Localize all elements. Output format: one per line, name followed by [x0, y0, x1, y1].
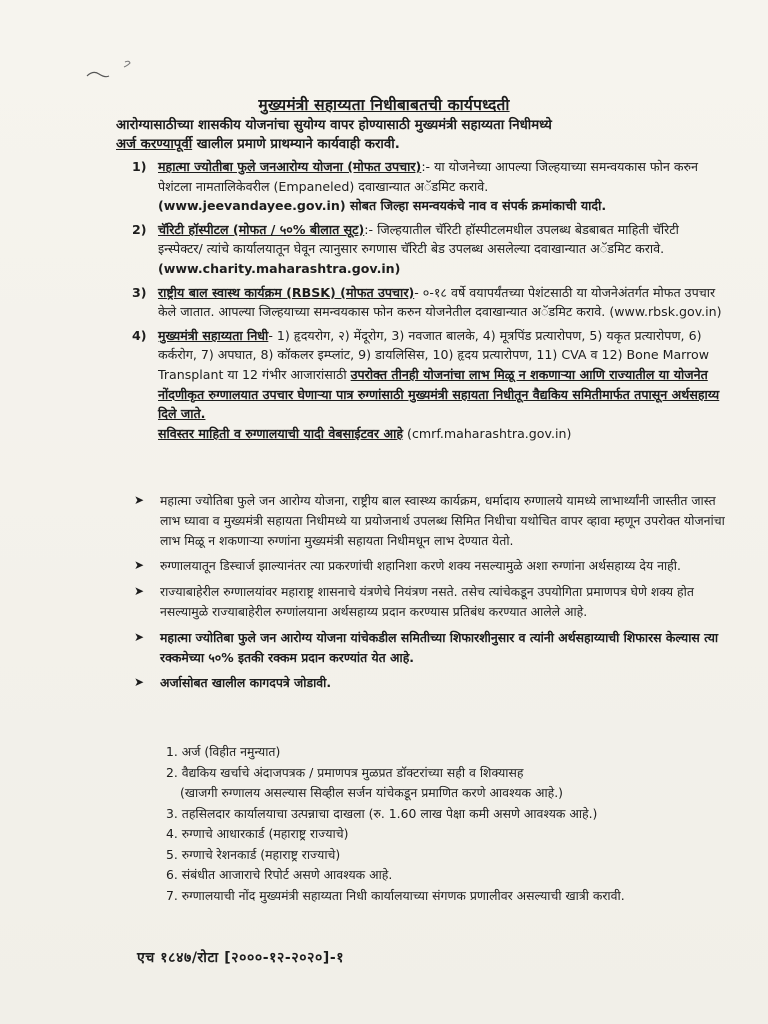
scheme-number: 2): [132, 221, 147, 237]
scheme-heading: चॅरिटी हॉस्पीटल (मोफत / ५०% बीलात सूट): [158, 221, 365, 237]
scheme-number: 4): [132, 327, 147, 343]
scheme-link[interactable]: (www.jeevandayee.gov.in): [158, 198, 346, 214]
document-item: 6. संबंधीत आजाराचे रिपोर्ट असणे आवश्यक आहे.: [166, 867, 393, 882]
arrow-bullet-icon: ➤: [134, 584, 145, 599]
scheme-number: 1): [132, 159, 147, 174]
document-item-note: (खाजगी रुग्णालय असल्यास सिव्हील सर्जन यांचेकडून प्रमाणित करणे आवश्यक आहे.): [180, 785, 563, 800]
note-text: महात्मा ज्योतिबा फुले जन आरोग्य योजना, राष्ट्रीय बाल स्वास्थ्य कार्यक्रम, धर्मादाय रुग्णालये यामध्ये लाभार्थ्यांनी जास्तीत जास्त लाभ घ्यावा व मुख्यमंत्री सहायता निधीमध्ये या प्रयोजनार्थ उपलब्ध सिमित निधीचा यथोचित वापर व्हावा म्हणून उपरोक्त योजनांचा लाभ मिळू न शकणाऱ्या रुग्णांना मुख्यमंत्री सहायता निधीमधून लाभ देण्यात येतो.: [160, 493, 725, 548]
document-item: 1. अर्ज (विहीत नमुन्यात): [166, 744, 281, 759]
document-item: 7. रुग्णालयाची नोंद मुख्यमंत्री सहाय्यता निधी कार्यालयाच्या संगणक प्रणालीवर असल्याची खात्री करावी.: [166, 887, 625, 903]
note-item: [134, 556, 726, 576]
document-item: 2. वैद्यकिय खर्चाचे अंदाजपत्रक / प्रमाणपत्र मुळप्रत डॉक्टरांच्या सही व शिक्यासह: [166, 764, 524, 780]
scheme-item: [130, 326, 722, 444]
document-item: 3. तहसिलदार कार्यालयाचा उत्पन्नाचा दाखला (रु. 1.60 लाख पेक्षा कमी असणे आवश्यक आहे.): [166, 805, 598, 821]
print-footer-code: एच १८४७/रोटा [२०००-१२-२०२०]-१: [137, 950, 345, 966]
arrow-bullet-icon: ➤: [134, 629, 145, 644]
scheme-text: :- जिल्हयातील चॅरिटी हॉस्पीटलमधील उपलब्ध बेडबाबत माहिती चॅरिटी इन्स्पेक्टर/ त्यांचे कार्यालयातून घेवून त्यानुसार रुगणास चॅरिटी बेड उपलब्ध असलेल्या दवाखान्यात अॅडमिट करावे.: [158, 221, 679, 257]
document-item: 4. रुग्णाचे आधारकार्ड (महाराष्ट्र राज्याचे): [166, 826, 349, 841]
note-item: [134, 582, 726, 622]
note-text: महात्मा ज्योतिबा फुले जन आरोग्य योजना यांचेकडील समितीच्या शिफारशीनुसार व त्यांनी अर्थसहाय्याची शिफारस केल्यास त्या रक्कमेच्या ५०% इतकी रक्कम प्रदान करण्यांत येत आहे.: [160, 629, 719, 665]
scheme-heading: महात्मा ज्योतीबा फुले जनआरोग्य योजना (मोफत उपचार): [158, 159, 422, 174]
intro-line-2: खालील प्रमाणे प्राथम्याने कार्यवाही करावी.: [192, 137, 400, 152]
scheme-link[interactable]: (www.rbsk.gov.in): [609, 304, 722, 320]
scheme-text: - 1) हृदयरोग, २) मेंदूरोग, 3) नवजात बालके, 4) मूत्रपिंड प्रत्यारोपण, 5) यकृत प्रत्यारोपण, 6) कर्करोग, 7) अपघात, 8) कॉकलर इम्प्लांट, 9) डायलिसिस, 10) हृदय प्रत्यारोपण, 11) CVA व 12) Bone Marrow Transplant या 12 गंभीर आजारांसाठी: [158, 327, 710, 382]
scheme-website-note: सविस्तर माहिती व रुग्णालयाची यादी वेबसाईटवर आहे: [158, 425, 404, 441]
intro-line-1: आरोग्यासाठीच्या शासकीय योजनांचा सुयोग्य वापर होण्यासाठी मुख्यमंत्री सहाय्यता निधीमध्ये: [116, 118, 552, 133]
note-item: [134, 491, 726, 550]
note-text: राज्याबाहेरील रुग्णालयांवर महाराष्ट्र शासनाचे यंत्रणेचे नियंत्रण नसते. तसेच त्यांचेकडून उपयोगिता प्रमाणपत्र घेणे शक्य होत नसल्यामुळे राज्याबाहेरील रुग्णांलयाना अर्थसहाय्य प्रदान करण्यास प्रतिबंध करण्यात आलेले आहे.: [160, 584, 694, 619]
notes-list: [134, 491, 726, 699]
intro-underlined-phrase: अर्ज करण्यापूर्वी: [116, 137, 193, 152]
documents-heading: अर्जासोबत खालील कागदपत्रे जोडावी.: [160, 675, 332, 691]
scheme-heading: मुख्यमंत्री सहाय्यता निधी: [158, 327, 269, 343]
note-text: रुग्णालयातून डिस्चार्ज झाल्यानंतर त्या प्रकरणांची शहानिशा करणे शक्य नसल्यामुळे अशा रुग्णांना अर्थसहाय्य देय नाही.: [160, 558, 681, 574]
scheme-text: - ०-१८ वर्षे वयापर्यंतच्या पेशंटसाठी या योजनेअंतर्गत मोफत उपचार केले जातात. आपल्या जिल्हयाच्या समन्वयकास फोन करुन योजनेतील दवाखान्यात अॅडमिट करावे.: [158, 284, 716, 320]
scheme-item: [130, 283, 722, 322]
documents-heading-item: [134, 673, 726, 693]
scheme-link-note: सोबत जिल्हा समन्वयकंचे नाव व संपर्क क्रमांकाची यादी.: [345, 198, 607, 214]
arrow-bullet-icon: ➤: [134, 493, 145, 507]
intro-paragraph: [116, 116, 716, 154]
scheme-bold-underlined-text: उपरोक्त तीनही योजनांचा लाभ मिळू न शकणाऱ्या आणि राज्यातील या योजनेत नोंदणीकृत रुग्णालयात उपचार घेणाऱ्या पात्र रुग्णांसाठी मुख्यमंत्री सहायता निधीतून वैद्यकिय समितीमार्फत तपासून अर्थसहाय्य दिले जाते.: [158, 366, 720, 422]
arrow-bullet-icon: ➤: [134, 675, 145, 690]
note-item: [134, 628, 726, 668]
scheme-item: [130, 157, 722, 216]
scheme-link[interactable]: (www.charity.maharashtra.gov.in): [158, 260, 401, 276]
scheme-heading: राष्ट्रीय बाल स्वास्थ कार्यक्रम (RBSK) (मोफत उपचार): [158, 284, 415, 300]
arrow-bullet-icon: ➤: [134, 558, 145, 573]
scheme-item: [130, 220, 722, 279]
page-title: मुख्यमंत्री सहाय्यता निधीबाबतची कार्यपध्दती: [258, 96, 510, 114]
scheme-link[interactable]: (cmrf.maharashtra.gov.in): [403, 425, 572, 441]
scheme-number: 3): [132, 284, 147, 300]
documents-list: [166, 742, 726, 906]
pen-scribble-mark: [85, 58, 155, 88]
schemes-list: [130, 157, 722, 447]
document-item: 5. रुग्णाचे रेशनकार्ड (महाराष्ट्र राज्याचे): [166, 846, 341, 862]
scheme-text: :- या योजनेच्या आपल्या जिल्हयाच्या समन्वयकास फोन करुन पेशंटला नामतालिकेवरील (Empaneled) दवाखान्यात अॅडमिट करावे.: [158, 159, 699, 194]
